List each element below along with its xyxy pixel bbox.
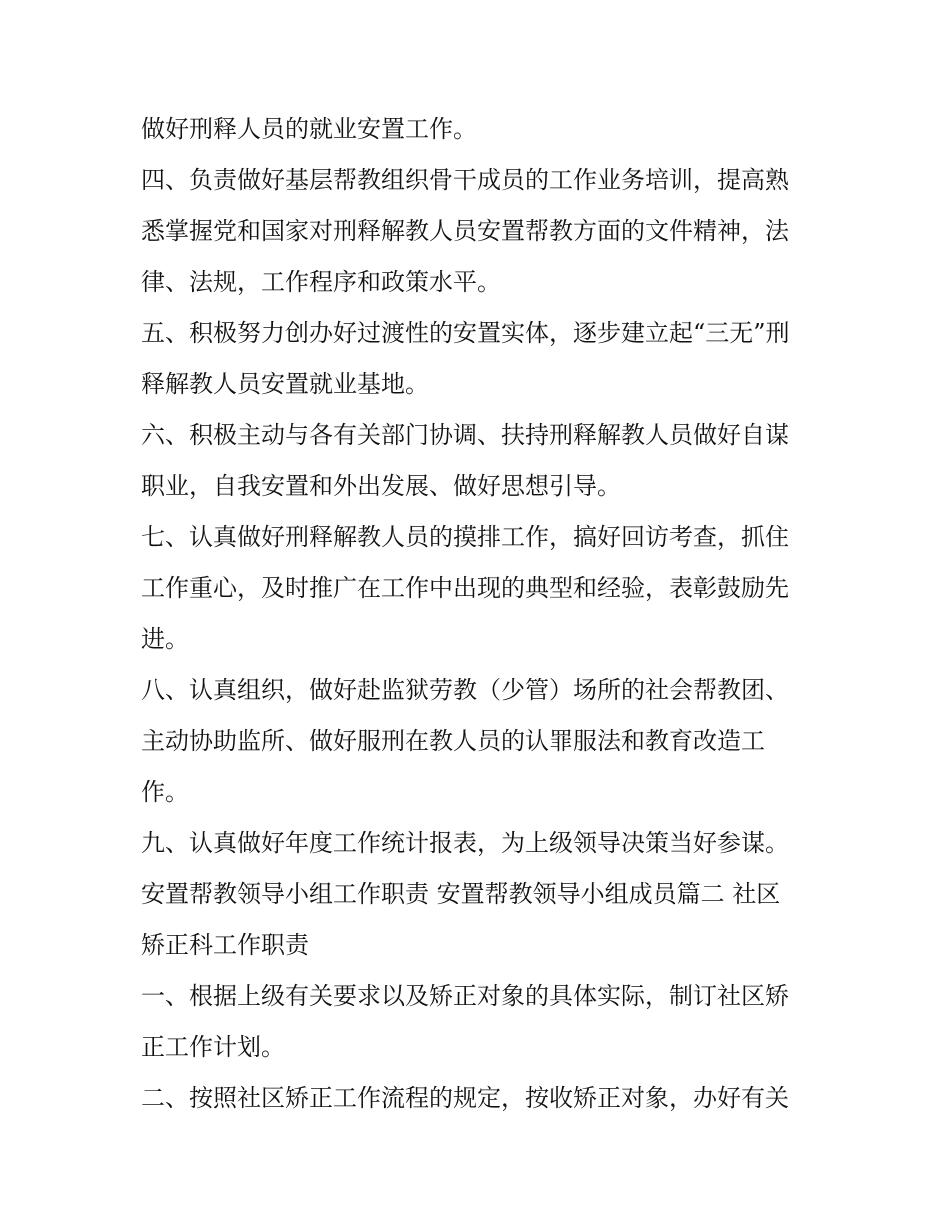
text-line: 五、积极努力创办好过渡性的安置实体，逐步建立起“三无”刑 (141, 319, 790, 347)
text-line: 律、法规，工作程序和政策水平。 (141, 268, 501, 296)
text-line: 九、认真做好年度工作统计报表，为上级领导决策当好参谋。 (141, 829, 789, 857)
text-line: 正工作计划。 (141, 1033, 285, 1061)
text-line: 一、根据上级有关要求以及矫正对象的具体实际，制订社区矫 (141, 982, 789, 1010)
text-line: 四、负责做好基层帮教组织骨干成员的工作业务培训，提高熟 (141, 166, 789, 194)
text-line: 进。 (141, 625, 189, 653)
text-line: 八、认真组织，做好赴监狱劳教（少管）场所的社会帮教团、 (141, 676, 789, 704)
text-line: 职业，自我安置和外出发展、做好思想引导。 (141, 472, 621, 500)
document-body (141, 104, 821, 1124)
text-line: 释解教人员安置就业基地。 (141, 370, 429, 398)
text-line: 工作重心，及时推广在工作中出现的典型和经验，表彰鼓励先 (141, 574, 789, 602)
text-line: 做好刑释人员的就业安置工作。 (141, 115, 477, 143)
text-line: 作。 (141, 778, 189, 806)
text-line: 主动协助监所、做好服刑在教人员的认罪服法和教育改造工 (141, 727, 765, 755)
text-line: 二、按照社区矫正工作流程的规定，按收矫正对象，办好有关 (141, 1084, 789, 1112)
section-heading-line: 矫正科工作职责 (141, 931, 309, 959)
section-heading-line: 安置帮教领导小组工作职责 安置帮教领导小组成员篇二 社区 (141, 880, 781, 908)
text-line: 六、积极主动与各有关部门协调、扶持刑释解教人员做好自谋 (141, 421, 789, 449)
text-line: 悉掌握党和国家对刑释解教人员安置帮教方面的文件精神，法 (141, 217, 789, 245)
text-line: 七、认真做好刑释解教人员的摸排工作，搞好回访考查，抓住 (141, 523, 789, 551)
